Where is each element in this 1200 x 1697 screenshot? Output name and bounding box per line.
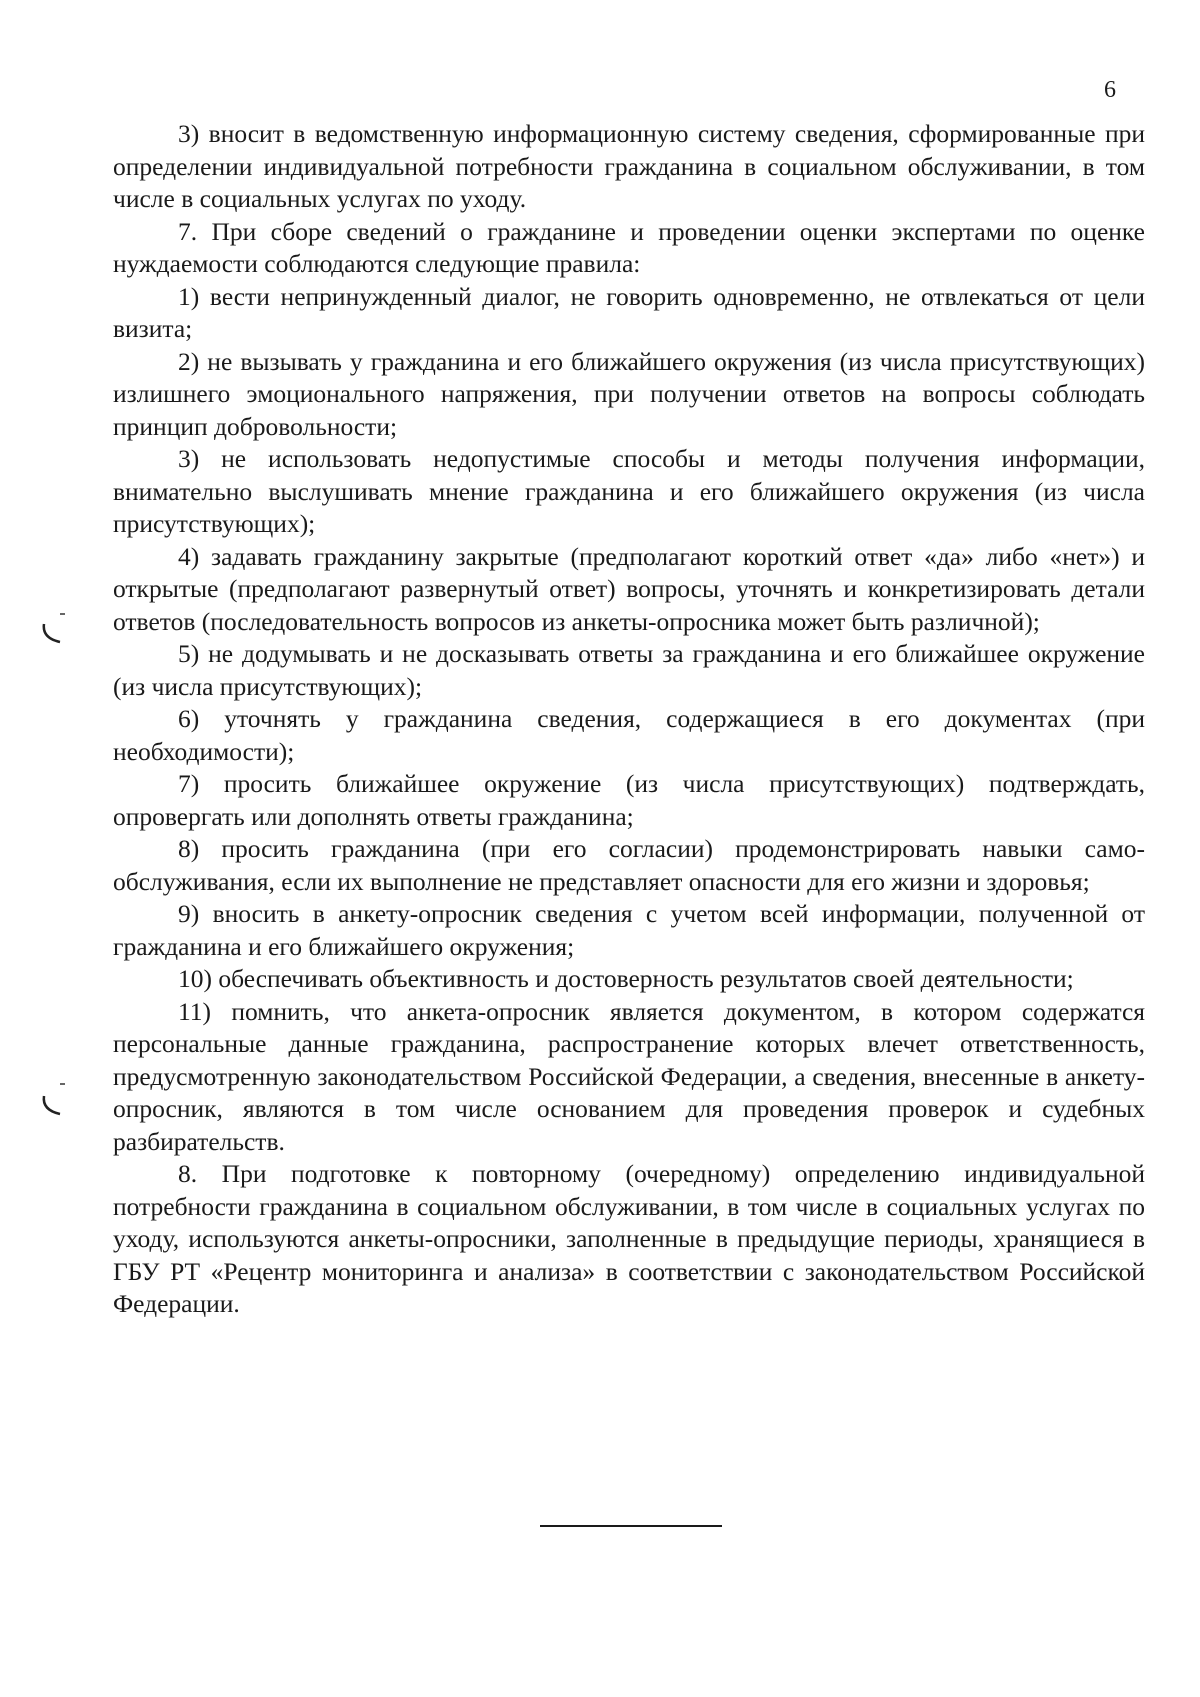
rule-item-6: 6) уточнять у гражданина сведения, содержащиеся в его документах (при необходимости);: [113, 704, 1145, 766]
rule-item-10: 10) обеспечивать объективность и достоверность результатов своей деятельности;: [178, 964, 1074, 993]
rule-item-1: 1) вести непринужденный диалог, не говорить одновременно, не отвлекаться от цели визита;: [113, 281, 1145, 343]
rule-item-11: 11) помнить, что анкета-опросник является документом, в котором содержатся персональные данные гражданина, распространение которых влечет ответственность, предусмотренную законодательством Российской Федерации, а сведения, внесенные в анкету-опросник, являются в том числе основанием для проведения проверок и судебных разбирательств.: [113, 996, 1145, 1156]
paragraph-section-7: 7. При сборе сведений о гражданине и проведении оценки экспертами по оценке нуждаемости соблюдаются следующие правила:: [113, 216, 1145, 278]
document-body: [113, 118, 1145, 1321]
rule-item-2: 2) не вызывать у гражданина и его ближайшего окружения (из числа присутствующих) излишнего эмоционального напряжения, при получении ответов на вопросы соблюдать принцип добровольности;: [113, 346, 1145, 441]
rule-item-7: 7) просить ближайшее окружение (из числа присутствующих) подтверждать, опровергать или дополнять ответы гражданина;: [113, 769, 1145, 831]
rule-item-5: 5) не додумывать и не досказывать ответы за гражданина и его ближайшее окружение (из числа присутствующих);: [113, 639, 1145, 701]
paragraph-item-3-ois: 3) вносит в ведомственную информационную систему сведения, сформированные при определении индивидуальной потребности гражданина в социальном обслуживании, в том числе в социальных услугах по уходу.: [113, 119, 1145, 213]
binding-hole-mark-icon: [38, 610, 68, 650]
rule-item-8: 8) просить гражданина (при его согласии) продемонстрировать навыки самообслуживания, если их выполнение не представляет опасности для его жизни и здоровья;: [113, 834, 1145, 896]
binding-hole-mark-icon: [38, 1080, 68, 1120]
rule-item-9: 9) вносить в анкету-опросник сведения с учетом всей информации, полученной от гражданина и его ближайшего окружения;: [113, 899, 1145, 961]
rule-item-3: 3) не использовать недопустимые способы и методы получения информации, внимательно выслушивать мнение гражданина и его ближайшего окружения (из числа присутствующих);: [113, 444, 1145, 538]
paragraph-section-8: 8. При подготовке к повторному (очередному) определению индивидуальной потребности гражданина в социальном обслуживании, в том числе в социальных услугах по уходу, используются анкеты-опросники, заполненные в предыдущие периоды, хранящиеся в ГБУ РТ «Рецентр мониторинга и анализа» в соответствии с законодательством Российской Федерации.: [113, 1159, 1145, 1318]
page-number: 6: [1104, 77, 1116, 103]
rule-item-4: 4) задавать гражданину закрытые (предполагают короткий ответ «да» либо «нет») и открытые (предполагают развернутый ответ) вопросы, уточнять и конкретизировать детали ответов (последовательность вопросов из анкеты-опросника может быть различной);: [113, 541, 1145, 636]
end-divider-line: [540, 1525, 722, 1527]
